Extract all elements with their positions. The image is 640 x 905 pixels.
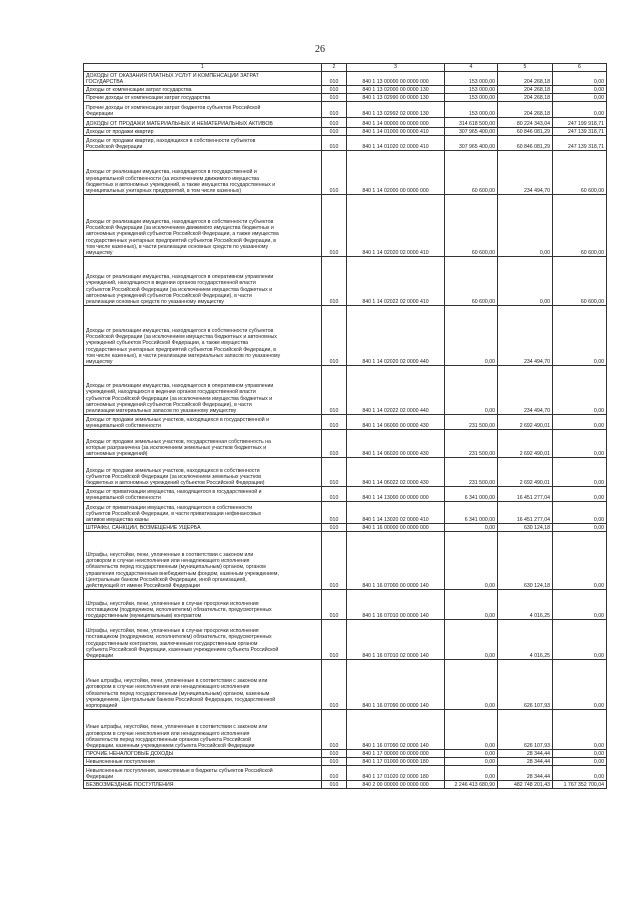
row-name-cell: ДОХОДЫ ОТ ОКАЗАНИЯ ПЛАТНЫХ УСЛУГ И КОМПЕНСАЦИИ ЗАТРАТ ГОСУДАРСТВА: [84, 72, 322, 86]
row-plan-cell: 60 600,00: [445, 195, 498, 257]
row-kbk-cell: 840 1 13 00000 00 0000 000: [347, 72, 445, 86]
row-kbk-cell: 840 1 14 01000 00 0000 410: [347, 128, 445, 136]
row-plan-cell: 153 000,00: [445, 72, 498, 86]
row-kbk-cell: 840 1 16 00000 00 0000 000: [347, 524, 445, 532]
table-row: [84, 458, 607, 487]
row-plan-cell: 60 600,00: [445, 257, 498, 306]
row-kbk-cell: 840 1 14 13000 00 0000 000: [347, 487, 445, 502]
table-row: [84, 430, 607, 458]
column-header-1: 1: [84, 64, 322, 72]
row-executed-cell: 28 344,44: [498, 758, 553, 766]
table-row: [84, 306, 607, 366]
row-unexecuted-cell: 0,00: [553, 86, 607, 94]
row-executed-cell: 16 451 277,04: [498, 502, 553, 524]
row-unexecuted-cell: 0,00: [553, 94, 607, 102]
row-kbk-cell: 840 1 14 06022 02 0000 430: [347, 458, 445, 487]
row-executed-cell: 2 692 490,01: [498, 415, 553, 430]
row-kbk-cell: 840 1 16 07000 00 0000 140: [347, 532, 445, 590]
report-body: [84, 72, 607, 789]
row-name-cell: Доходы от продажи земельных участков, находящихся в собственности субъектов Российской Федерации (за исключением земельных участков бюджетных и автономных учреждений субъектов Российской Федерации): [84, 458, 322, 487]
row-code-cell: 010: [322, 136, 347, 151]
revenue-report-table: [83, 63, 607, 789]
row-unexecuted-cell: 0,00: [553, 524, 607, 532]
row-kbk-cell: 840 1 17 01020 02 0000 180: [347, 766, 445, 781]
row-unexecuted-cell: 247 139 318,71: [553, 128, 607, 136]
row-code-cell: 010: [322, 660, 347, 710]
row-name-cell: Доходы от продажи квартир: [84, 128, 322, 136]
row-code-cell: 010: [322, 366, 347, 415]
table-row: [84, 781, 607, 789]
table-row: [84, 257, 607, 306]
row-code-cell: 010: [322, 750, 347, 758]
row-executed-cell: 204 268,18: [498, 94, 553, 102]
table-row: [84, 86, 607, 94]
row-executed-cell: 28 344,44: [498, 750, 553, 758]
row-kbk-cell: 840 1 16 07010 02 0000 140: [347, 620, 445, 660]
row-name-cell: Доходы от продажи земельных участков, находящихся в государственной и муниципальной собственности: [84, 415, 322, 430]
row-unexecuted-cell: 60 600,00: [553, 195, 607, 257]
row-plan-cell: 0,00: [445, 524, 498, 532]
row-plan-cell: 153 000,00: [445, 94, 498, 102]
column-number-row: [84, 64, 607, 72]
row-unexecuted-cell: 247 199 918,71: [553, 118, 607, 128]
table-row: [84, 415, 607, 430]
row-plan-cell: 314 618 500,00: [445, 118, 498, 128]
table-row: [84, 487, 607, 502]
row-executed-cell: 0,00: [498, 257, 553, 306]
table-row: [84, 758, 607, 766]
row-kbk-cell: 840 1 14 06020 00 0000 430: [347, 430, 445, 458]
row-kbk-cell: 840 1 16 07090 02 0000 140: [347, 710, 445, 750]
row-executed-cell: 234 494,70: [498, 151, 553, 195]
page-number: 26: [315, 44, 325, 55]
row-name-cell: Доходы от реализации имущества, находящегося в оперативном управлении учреждений, находящихся в ведении органов государственной власти субъектов Российской Федерации (за исключением имущества бюджетных и автономных учреждений субъектов Российской Федерации), в части реализации основных средств по указанному имуществу: [84, 257, 322, 306]
row-plan-cell: 6 341 000,00: [445, 487, 498, 502]
row-plan-cell: 0,00: [445, 532, 498, 590]
row-plan-cell: 0,00: [445, 766, 498, 781]
row-unexecuted-cell: 0,00: [553, 502, 607, 524]
row-executed-cell: 60 846 081,29: [498, 136, 553, 151]
row-name-cell: Доходы от реализации имущества, находящегося в государственной и муниципальной собственности (за исключением движимого имущества бюджетных и автономных учреждений, а также имущества государственных и муниципальных унитарных предприятий, в том числе казенных): [84, 151, 322, 195]
row-code-cell: 010: [322, 710, 347, 750]
row-name-cell: ДОХОДЫ ОТ ПРОДАЖИ МАТЕРИАЛЬНЫХ И НЕМАТЕРИАЛЬНЫХ АКТИВОВ: [84, 118, 322, 128]
row-executed-cell: 626 107,93: [498, 660, 553, 710]
row-unexecuted-cell: 0,00: [553, 430, 607, 458]
row-code-cell: 010: [322, 118, 347, 128]
row-kbk-cell: 840 1 14 02022 02 0000 440: [347, 366, 445, 415]
row-kbk-cell: 840 1 14 02000 00 0000 000: [347, 151, 445, 195]
row-name-cell: Доходы от приватизации имущества, находящегося в государственной и муниципальной собственности: [84, 487, 322, 502]
table-row: [84, 118, 607, 128]
row-kbk-cell: 840 1 14 13020 02 0000 410: [347, 502, 445, 524]
row-executed-cell: 2 692 490,01: [498, 458, 553, 487]
row-name-cell: ШТРАФЫ, САНКЦИИ, ВОЗМЕЩЕНИЕ УЩЕРБА: [84, 524, 322, 532]
row-plan-cell: 6 341 000,00: [445, 502, 498, 524]
row-unexecuted-cell: 0,00: [553, 620, 607, 660]
row-unexecuted-cell: 0,00: [553, 366, 607, 415]
row-plan-cell: 307 965 400,00: [445, 128, 498, 136]
row-executed-cell: 2 692 490,01: [498, 430, 553, 458]
row-code-cell: 010: [322, 72, 347, 86]
row-unexecuted-cell: 0,00: [553, 750, 607, 758]
row-unexecuted-cell: 0,00: [553, 590, 607, 620]
column-header-2: 2: [322, 64, 347, 72]
table-row: [84, 620, 607, 660]
row-name-cell: Доходы от продажи квартир, находящихся в собственности субъектов Российской Федерации: [84, 136, 322, 151]
row-kbk-cell: 840 1 14 01020 02 0000 410: [347, 136, 445, 151]
row-code-cell: 010: [322, 781, 347, 789]
row-unexecuted-cell: 0,00: [553, 532, 607, 590]
row-unexecuted-cell: 247 139 318,71: [553, 136, 607, 151]
row-kbk-cell: 840 1 14 06000 00 0000 430: [347, 415, 445, 430]
row-name-cell: БЕЗВОЗМЕЗДНЫЕ ПОСТУПЛЕНИЯ: [84, 781, 322, 789]
row-name-cell: Прочие доходы от компенсации затрат государства: [84, 94, 322, 102]
row-code-cell: 010: [322, 195, 347, 257]
table-row: [84, 136, 607, 151]
row-executed-cell: 4 016,25: [498, 620, 553, 660]
row-plan-cell: 0,00: [445, 660, 498, 710]
row-executed-cell: 482 748 201,43: [498, 781, 553, 789]
table-row: [84, 366, 607, 415]
row-name-cell: Штрафы, неустойки, пени, уплаченные в соответствии с законом или договором в случае неисполнения или ненадлежащего исполнения обязательств перед государственным (муниципальным) органом, органом управления государственным внебюджетным фондом, казенным учреждением, Центральным банком Российской Федерации, иной организацией, действующей от имени Российской Федерации: [84, 532, 322, 590]
row-code-cell: 010: [322, 102, 347, 118]
row-executed-cell: 80 224 343,04: [498, 118, 553, 128]
table-row: [84, 660, 607, 710]
row-code-cell: 010: [322, 430, 347, 458]
row-plan-cell: 231 500,00: [445, 430, 498, 458]
row-code-cell: 010: [322, 257, 347, 306]
table-row: [84, 710, 607, 750]
row-code-cell: 010: [322, 590, 347, 620]
table-row: [84, 532, 607, 590]
row-code-cell: 010: [322, 415, 347, 430]
row-code-cell: 010: [322, 620, 347, 660]
row-plan-cell: 0,00: [445, 306, 498, 366]
row-kbk-cell: 840 1 16 07010 00 0000 140: [347, 590, 445, 620]
row-executed-cell: 204 268,18: [498, 102, 553, 118]
table-row: [84, 72, 607, 86]
row-name-cell: Доходы от реализации имущества, находящегося в оперативном управлении учреждений, находящихся в ведении органов государственной власти субъектов Российской Федерации (за исключением имущества бюджетных и автономных учреждений субъектов Российской Федерации), в части реализации материальных запасов по указанному имуществу: [84, 366, 322, 415]
column-header-5: 5: [498, 64, 553, 72]
row-plan-cell: 231 500,00: [445, 458, 498, 487]
row-code-cell: 010: [322, 86, 347, 94]
table-row: [84, 151, 607, 195]
row-executed-cell: 0,00: [498, 195, 553, 257]
row-name-cell: ПРОЧИЕ НЕНАЛОГОВЫЕ ДОХОДЫ: [84, 750, 322, 758]
column-header-3: 3: [347, 64, 445, 72]
row-unexecuted-cell: 0,00: [553, 306, 607, 366]
row-name-cell: Штрафы, неустойки, пени, уплаченные в случае просрочки исполнения поставщиком (подрядчиком, исполнителем) обязательств, предусмотренных государственным (муниципальным) контрактом: [84, 590, 322, 620]
row-unexecuted-cell: 60 600,00: [553, 257, 607, 306]
row-kbk-cell: 840 1 14 02020 02 0000 440: [347, 306, 445, 366]
row-name-cell: Доходы от приватизации имущества, находящегося в собственности субъектов Российской Федерации, в части приватизации нефинансовых активов имущества казны: [84, 502, 322, 524]
row-unexecuted-cell: 0,00: [553, 660, 607, 710]
table-row: [84, 195, 607, 257]
table-row: [84, 750, 607, 758]
row-code-cell: 010: [322, 766, 347, 781]
row-unexecuted-cell: 0,00: [553, 758, 607, 766]
row-plan-cell: 0,00: [445, 590, 498, 620]
row-code-cell: 010: [322, 487, 347, 502]
row-kbk-cell: 840 1 16 07090 00 0000 140: [347, 660, 445, 710]
row-kbk-cell: 840 1 17 01000 00 0000 180: [347, 758, 445, 766]
row-unexecuted-cell: 0,00: [553, 458, 607, 487]
row-code-cell: 010: [322, 128, 347, 136]
table-row: [84, 590, 607, 620]
row-plan-cell: 153 000,00: [445, 102, 498, 118]
row-unexecuted-cell: 60 600,00: [553, 151, 607, 195]
column-header-4: 4: [445, 64, 498, 72]
row-executed-cell: 626 107,93: [498, 710, 553, 750]
row-kbk-cell: 840 1 17 00000 00 0000 000: [347, 750, 445, 758]
row-code-cell: 010: [322, 94, 347, 102]
row-unexecuted-cell: 1 767 352 700,04: [553, 781, 607, 789]
table-row: [84, 102, 607, 118]
row-executed-cell: 630 124,18: [498, 524, 553, 532]
row-name-cell: Доходы от реализации имущества, находящегося в собственности субъектов Российской Федерации (за исключением имущества бюджетных и автономных учреждений субъектов Российской Федерации, а также имущества государственных унитарных предприятий субъектов Российской Федерации, в том числе казенных), в части реализации материальных запасов по указанному имуществу: [84, 306, 322, 366]
row-unexecuted-cell: 0,00: [553, 766, 607, 781]
row-code-cell: 010: [322, 458, 347, 487]
row-executed-cell: 4 016,25: [498, 590, 553, 620]
row-code-cell: 010: [322, 151, 347, 195]
row-unexecuted-cell: 0,00: [553, 487, 607, 502]
table-row: [84, 524, 607, 532]
table-row: [84, 128, 607, 136]
row-code-cell: 010: [322, 524, 347, 532]
table-row: [84, 502, 607, 524]
column-header-6: 6: [553, 64, 607, 72]
row-name-cell: Прочие доходы от компенсации затрат бюджетов субъектов Российской Федерации: [84, 102, 322, 118]
row-plan-cell: 153 000,00: [445, 86, 498, 94]
row-plan-cell: 0,00: [445, 620, 498, 660]
row-name-cell: Доходы от компенсации затрат государства: [84, 86, 322, 94]
row-kbk-cell: 840 1 14 02022 02 0000 410: [347, 257, 445, 306]
row-name-cell: Иные штрафы, неустойки, пени, уплаченные в соответствии с законом или договором в случае неисполнения или ненадлежащего исполнения обязательств перед государственным (муниципальным) органом, казенным учреждением, Центральным банком Российской Федерации, государственной корпорацией: [84, 660, 322, 710]
row-executed-cell: 60 846 081,29: [498, 128, 553, 136]
row-plan-cell: 0,00: [445, 758, 498, 766]
row-unexecuted-cell: 0,00: [553, 102, 607, 118]
row-code-cell: 010: [322, 306, 347, 366]
row-executed-cell: 234 494,70: [498, 366, 553, 415]
row-kbk-cell: 840 2 00 00000 00 0000 000: [347, 781, 445, 789]
row-plan-cell: 60 600,00: [445, 151, 498, 195]
row-plan-cell: 0,00: [445, 750, 498, 758]
row-kbk-cell: 840 1 13 02000 00 0000 130: [347, 86, 445, 94]
row-name-cell: Невыясненные поступления, зачисляемые в бюджеты субъектов Российской Федерации: [84, 766, 322, 781]
row-plan-cell: 2 246 413 680,90: [445, 781, 498, 789]
row-unexecuted-cell: 0,00: [553, 72, 607, 86]
row-unexecuted-cell: 0,00: [553, 415, 607, 430]
row-name-cell: Доходы от продажи земельных участков, государственная собственность на которые разграничена (за исключением земельных участков бюджетных и автономных учреждений): [84, 430, 322, 458]
row-unexecuted-cell: 0,00: [553, 710, 607, 750]
table-row: [84, 766, 607, 781]
row-kbk-cell: 840 1 14 02020 02 0000 410: [347, 195, 445, 257]
row-plan-cell: 0,00: [445, 366, 498, 415]
row-name-cell: Доходы от реализации имущества, находящегося в собственности субъектов Российской Федерации (за исключением движимого имущества бюджетных и автономных учреждений субъектов Российской Федерации, а также имущества государственных унитарных предприятий субъектов Российской Федерации, в том числе казенных), в части реализации основных средств по указанному имуществу: [84, 195, 322, 257]
row-plan-cell: 307 965 400,00: [445, 136, 498, 151]
row-kbk-cell: 840 1 13 02990 00 0000 130: [347, 94, 445, 102]
row-executed-cell: 234 494,70: [498, 306, 553, 366]
row-code-cell: 010: [322, 758, 347, 766]
row-name-cell: Штрафы, неустойки, пени, уплаченные в случае просрочки исполнения поставщиком (подрядчиком, исполнителем) обязательств, предусмотренных государственным контрактом, заключенным государственным органом субъекта Российской Федерации, казенным учреждением субъекта Российской Федерации: [84, 620, 322, 660]
row-code-cell: 010: [322, 532, 347, 590]
row-executed-cell: 630 124,18: [498, 532, 553, 590]
row-executed-cell: 28 344,44: [498, 766, 553, 781]
row-code-cell: 010: [322, 502, 347, 524]
row-plan-cell: 231 500,00: [445, 415, 498, 430]
table-row: [84, 94, 607, 102]
row-plan-cell: 0,00: [445, 710, 498, 750]
row-kbk-cell: 840 1 13 02992 02 0000 130: [347, 102, 445, 118]
row-executed-cell: 204 268,18: [498, 86, 553, 94]
row-kbk-cell: 840 1 14 00000 00 0000 000: [347, 118, 445, 128]
row-executed-cell: 204 268,18: [498, 72, 553, 86]
row-executed-cell: 16 451 277,04: [498, 487, 553, 502]
row-name-cell: Иные штрафы, неустойки, пени, уплаченные в соответствии с законом или договором в случае неисполнения или ненадлежащего исполнения обязательств перед государственным органом субъекта Российской Федерации, казенным учреждением субъекта Российской Федерации: [84, 710, 322, 750]
row-name-cell: Невыясненные поступления: [84, 758, 322, 766]
